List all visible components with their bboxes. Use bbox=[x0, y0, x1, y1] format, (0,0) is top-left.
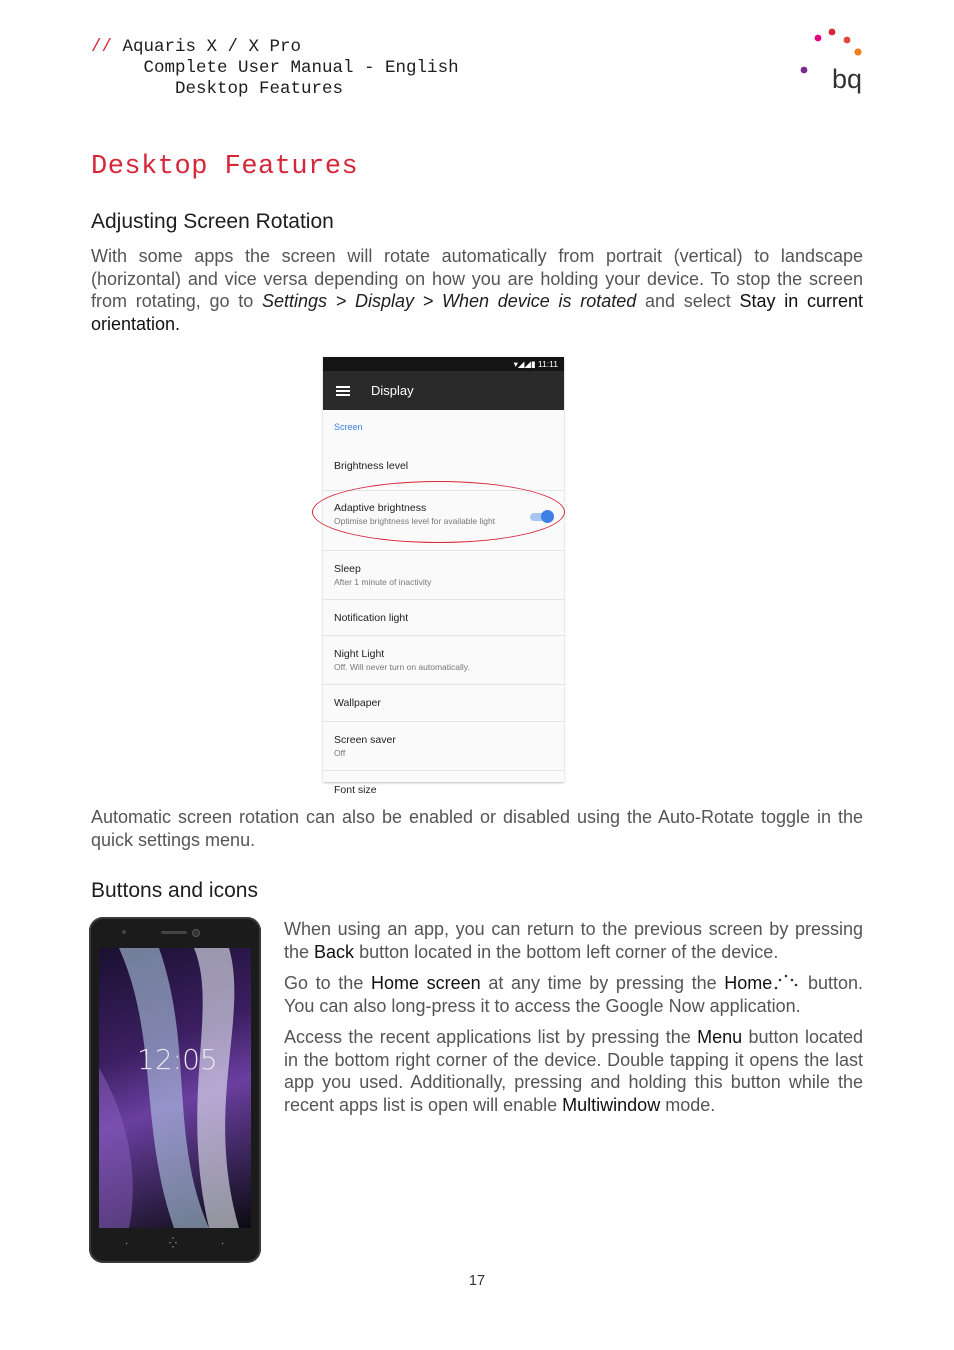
setting-title: Sleep bbox=[334, 563, 361, 575]
setting-notification-light bbox=[323, 600, 564, 636]
setting-title: Notification light bbox=[334, 612, 409, 624]
setting-title: Night Light bbox=[334, 648, 385, 660]
menu-button-paragraph bbox=[284, 1026, 863, 1116]
hamburger-icon bbox=[336, 384, 350, 398]
menu-button-icon: · bbox=[221, 1238, 225, 1249]
stay-orientation-option: Stay in current orientation. bbox=[91, 291, 863, 334]
setting-subtitle: Optimise brightness level for available light bbox=[334, 516, 496, 526]
menu-text-3: mode. bbox=[660, 1094, 716, 1115]
phone-screen bbox=[99, 948, 251, 1228]
rotation-text-2: and select bbox=[636, 291, 740, 311]
back-text: When using an app, you can return to the previous screen by pressing the bbox=[284, 919, 863, 962]
setting-title: Adaptive brightness bbox=[334, 502, 427, 514]
header-product: Aquaris X / X Pro bbox=[122, 37, 302, 57]
home-label: Home bbox=[724, 973, 773, 993]
logo-wordmark: bq bbox=[832, 64, 863, 94]
header-slashes: // bbox=[91, 37, 113, 57]
rotation-text: With some apps the screen will rotate automatically from portrait (vertical) to landscape (horizontal) and vice versa depending on how you are holding your device. To stop the screen from rotating, go to bbox=[91, 246, 863, 311]
bq-logo bbox=[796, 26, 866, 96]
home-button-paragraph bbox=[284, 972, 863, 1017]
display-settings-screenshot bbox=[323, 357, 564, 796]
setting-night-light bbox=[323, 636, 564, 685]
settings-category: Screen bbox=[334, 422, 363, 432]
setting-title: Wallpaper bbox=[334, 697, 381, 709]
menu-label: Menu bbox=[697, 1027, 743, 1047]
home-text-2: at any time by pressing the bbox=[480, 973, 725, 993]
document-header bbox=[91, 37, 459, 100]
menu-text-2: button located in the bottom right corner of the device. Double tapping it opens the last app you used. Additionally, pressing and holding this button while the recent apps list is open will enable bbox=[284, 1027, 863, 1115]
home-dots-icon bbox=[772, 973, 800, 991]
back-button-paragraph bbox=[284, 918, 863, 963]
lockscreen-clock: 12:05 bbox=[137, 1043, 218, 1076]
settings-path: Settings > Display > When device is rotated bbox=[261, 291, 637, 311]
multiwindow-label: Multiwindow bbox=[562, 1094, 661, 1115]
highlight-ellipse bbox=[312, 481, 565, 543]
back-label: Back bbox=[314, 941, 355, 962]
auto-rotate-paragraph: Automatic screen rotation can also be enabled or disabled using the Auto-Rotate toggle in the quick settings menu. bbox=[91, 807, 863, 850]
status-time: 11:11 bbox=[537, 359, 558, 369]
home-text: Go to the bbox=[284, 973, 371, 993]
setting-subtitle: After 1 minute of inactivity bbox=[334, 577, 432, 587]
app-bar-title: Display bbox=[371, 383, 414, 398]
phone-nav-buttons bbox=[89, 1238, 261, 1252]
section-heading-buttons: Buttons and icons bbox=[91, 879, 258, 902]
app-bar bbox=[323, 371, 564, 410]
header-manual: Complete User Manual - English bbox=[143, 58, 459, 78]
setting-subtitle: Off. Will never turn on automatically. bbox=[334, 662, 470, 672]
page-number: 17 bbox=[468, 1273, 486, 1289]
setting-title: Screen saver bbox=[334, 734, 396, 746]
home-screen-label: Home screen bbox=[370, 973, 481, 993]
setting-subtitle: Off bbox=[334, 748, 346, 758]
setting-sleep bbox=[323, 551, 564, 600]
phone-photo bbox=[89, 917, 261, 1263]
menu-text: Access the recent applications list by pressing the bbox=[284, 1027, 698, 1047]
back-button-icon: · bbox=[125, 1238, 129, 1249]
page-title: Desktop Features bbox=[91, 152, 359, 182]
section-heading-rotation: Adjusting Screen Rotation bbox=[91, 210, 334, 233]
front-camera-icon bbox=[192, 929, 200, 937]
setting-screen-saver bbox=[323, 722, 564, 771]
setting-wallpaper bbox=[323, 685, 564, 722]
home-text-3: button. You can also long-press it to access the Google Now application. bbox=[284, 973, 863, 1016]
back-text-2: button located in the bottom left corner of the device. bbox=[354, 941, 779, 962]
setting-title: Font size bbox=[334, 784, 377, 796]
header-chapter: Desktop Features bbox=[175, 79, 344, 99]
setting-font-size bbox=[323, 771, 564, 811]
rotation-paragraph bbox=[91, 245, 863, 335]
status-bar: ▾◢◢▮ 11:11 bbox=[323, 357, 564, 371]
home-button-icon: ⁛ bbox=[169, 1238, 177, 1249]
setting-title: Brightness level bbox=[334, 460, 409, 472]
